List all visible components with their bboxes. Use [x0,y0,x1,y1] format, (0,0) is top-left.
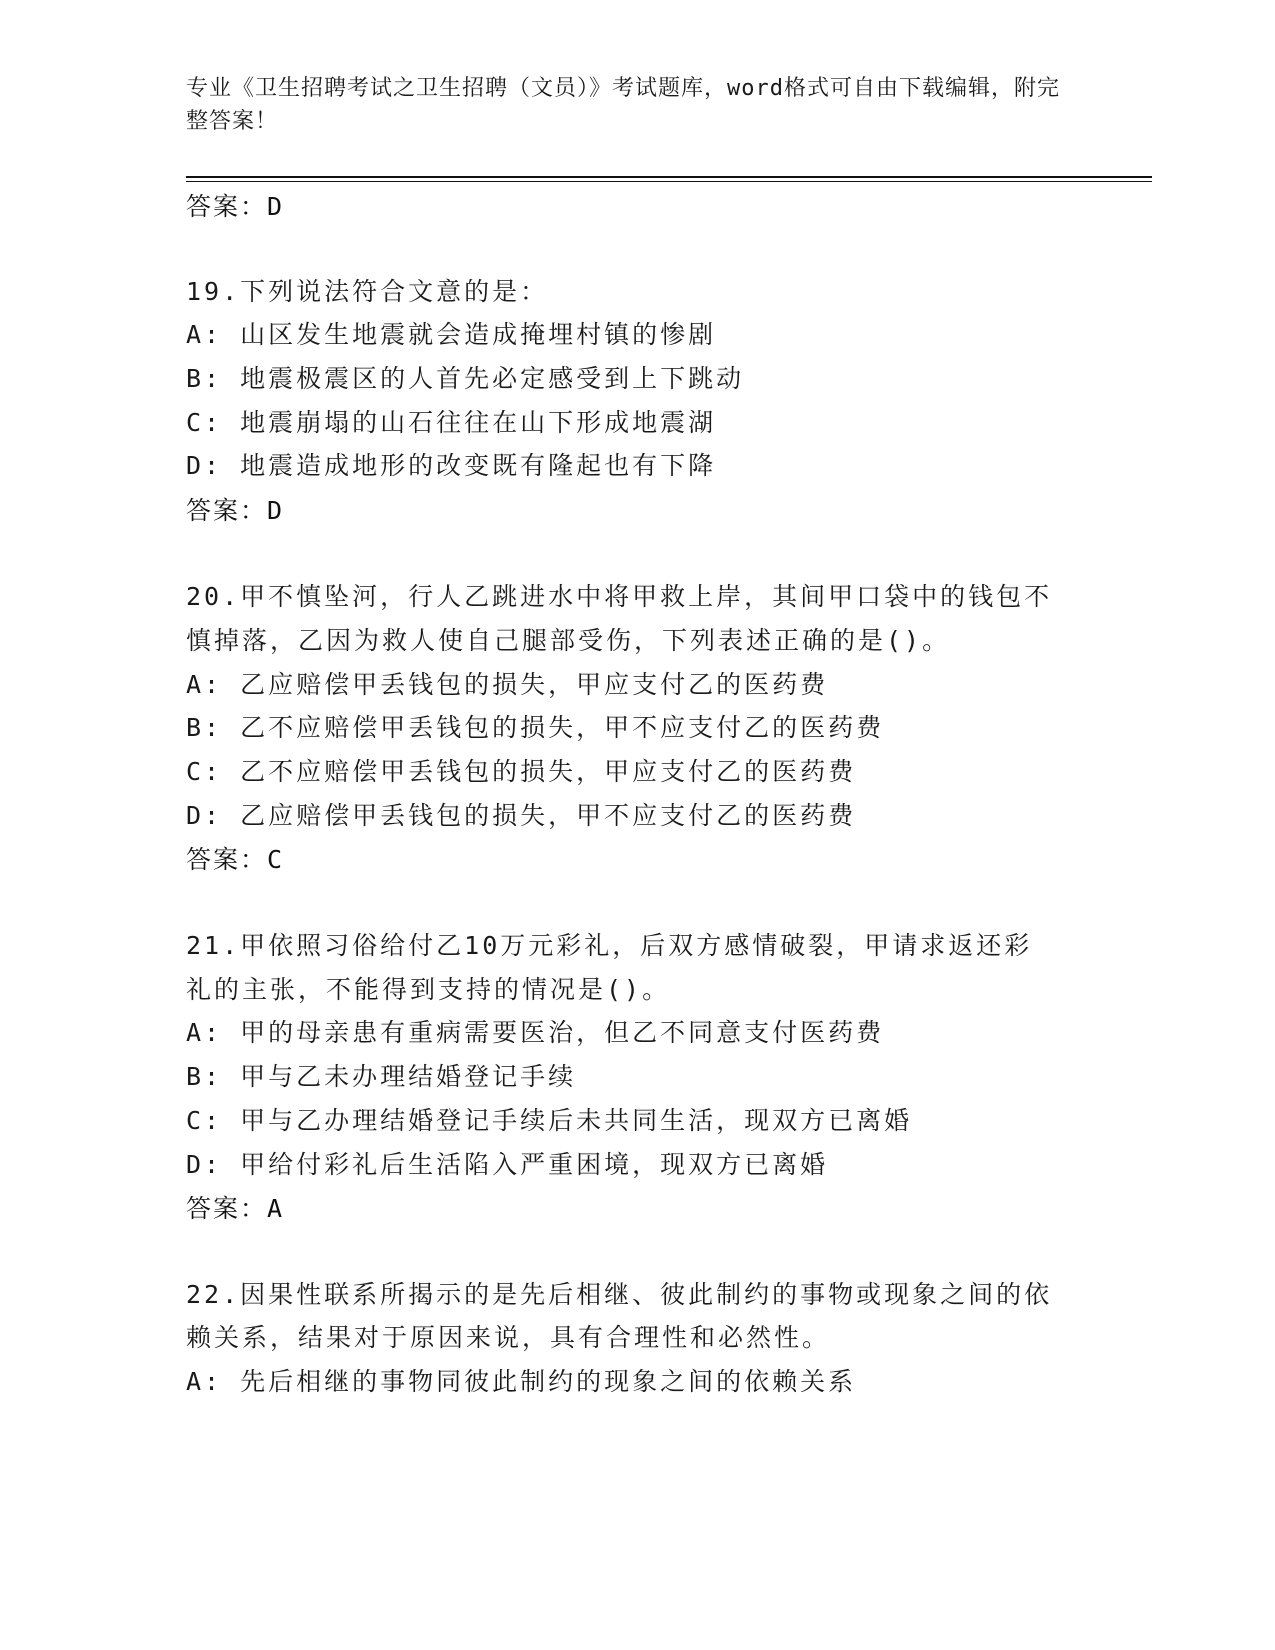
question-stem: 22.因果性联系所揭示的是先后相继、彼此制约的事物或现象之间的依 [186,1280,1053,1309]
document-header: 专业《卫生招聘考试之卫生招聘（文员）》考试题库，word格式可自由下载编辑，附完整答案！ [186,76,1060,134]
option-c: C: 乙不应赔偿甲丢钱包的损失，甲应支付乙的医药费 [186,757,857,786]
question-stem: 20.甲不慎坠河，行人乙跳进水中将甲救上岸，其间甲口袋中的钱包不 [186,582,1053,611]
question-stem-continued: 赖关系，结果对于原因来说，具有合理性和必然性。 [186,1323,831,1352]
option-b: B: 乙不应赔偿甲丢钱包的损失，甲不应支付乙的医药费 [186,713,885,742]
header-divider-thick [186,176,1152,178]
answer-value: D [267,496,283,525]
option-d: D: 地震造成地形的改变既有隆起也有下降 [186,451,717,480]
answer-line [186,843,282,877]
option-b: B: 甲与乙未办理结婚登记手续 [186,1062,577,1091]
option-a: A: 山区发生地震就会造成掩埋村镇的惨剧 [186,320,717,349]
answer-label: 答案： [186,192,268,221]
question-stem-continued: 慎掉落，乙因为救人使自己腿部受伤，下列表述正确的是()。 [186,626,951,655]
option-a: A: 甲的母亲患有重病需要医治，但乙不同意支付医药费 [186,1018,885,1047]
answer-line [186,190,282,224]
answer-label: 答案： [186,496,268,525]
option-a: A: 乙应赔偿甲丢钱包的损失，甲应支付乙的医药费 [186,670,829,699]
answer-line [186,1192,282,1226]
answer-line [186,494,282,528]
option-d: D: 乙应赔偿甲丢钱包的损失，甲不应支付乙的医药费 [186,801,857,830]
option-b: B: 地震极震区的人首先必定感受到上下跳动 [186,364,745,393]
question-stem: 19.下列说法符合文意的是： [186,277,549,306]
answer-label: 答案： [186,845,268,874]
option-d: D: 甲给付彩礼后生活陷入严重困境，现双方已离婚 [186,1150,829,1179]
answer-label: 答案： [186,1194,268,1223]
option-c: C: 甲与乙办理结婚登记手续后未共同生活，现双方已离婚 [186,1106,913,1135]
answer-value: D [267,192,283,221]
answer-value: C [267,845,283,874]
option-a: A: 先后相继的事物同彼此制约的现象之间的依赖关系 [186,1367,857,1396]
question-stem: 21.甲依照习俗给付乙10万元彩礼，后双方感情破裂，甲请求返还彩 [186,931,1033,960]
option-c: C: 地震崩塌的山石往往在山下形成地震湖 [186,408,717,437]
header-divider-thin [186,181,1152,182]
question-stem-continued: 礼的主张，不能得到支持的情况是()。 [186,975,671,1004]
answer-value: A [267,1194,283,1223]
